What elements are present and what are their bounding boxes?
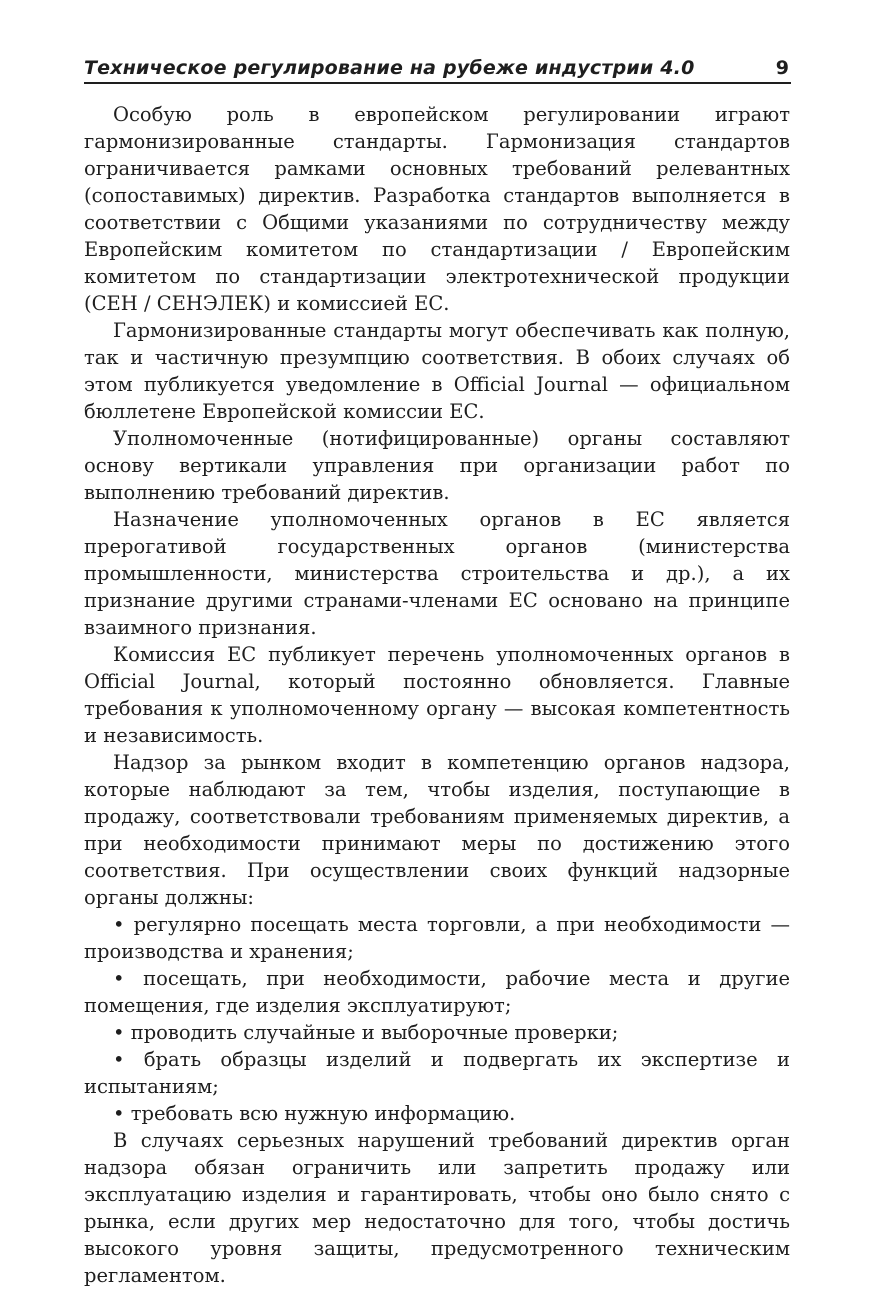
paragraph: Уполномоченные (нотифицированные) органы составляют основу вертикали управления при организации работ по выполнению требований директив. — [84, 427, 790, 504]
list-item: • брать образцы изделий и подвергать их экспертизе и испытаниям; — [84, 1046, 790, 1100]
page-number: 9 — [775, 57, 789, 79]
list-item: • посещать, при необходимости, рабочие места и другие помещения, где изделия эксплуатируют; — [84, 965, 790, 1019]
list-item: • регулярно посещать места торговли, а при необходимости — производства и хранения; — [84, 911, 790, 965]
list-item: • требовать всю нужную информацию. — [84, 1100, 790, 1127]
paragraph: Надзор за рынком входит в компетенцию органов надзора, которые наблюдают за тем, чтобы изделия, поступающие в продажу, соответствовали требованиям применяемых директив, а при необходимости принимают меры по достижению этого соответствия. При осуществлении своих функций надзорные органы должны: — [84, 751, 790, 909]
closing-paragraph: В случаях серьезных нарушений требований директив орган надзора обязан ограничить или запретить продажу или эксплуатацию изделия и гарантировать, чтобы оно было снято с рынка, если других мер недостаточно для того, чтобы достичь высокого уровня защиты, предусмотренного техническим регламентом. — [84, 1129, 790, 1287]
paragraph: Особую роль в европейском регулировании играют гармонизированные стандарты. Гармонизация стандартов ограничивается рамками основных требований релевантных (сопоставимых) директив. Разработка стандартов выполняется в соответствии с Общими указаниями по сотрудничеству между Европейским комитетом по стандартизации / Европейским комитетом по стандартизации электротехнической продукции (СЕН / СЕНЭЛЕК) и комиссией ЕС. — [84, 103, 790, 315]
running-header — [84, 54, 791, 84]
paragraph: Назначение уполномоченных органов в ЕС является прерогативой государственных органов (министерства промышленности, министерства строительства и др.), а их признание другими странами-членами ЕС основано на принципе взаимного признания. — [84, 508, 790, 639]
bullet-list — [84, 911, 790, 1127]
page-body — [84, 101, 790, 1289]
paragraph: Гармонизированные стандарты могут обеспечивать как полную, так и частичную презумпцию соответствия. В обоих случаях об этом публикуется уведомление в Official Journal — официальном бюллетене Европейской комиссии ЕС. — [84, 319, 790, 423]
list-item: • проводить случайные и выборочные проверки; — [84, 1019, 790, 1046]
paragraph: Комиссия ЕС публикует перечень уполномоченных органов в Official Journal, который постоянно обновляется. Главные требования к уполномоченному органу — высокая компетентность и независимость. — [84, 643, 790, 747]
running-header-title: Техническое регулирование на рубеже индустрии 4.0 — [84, 57, 695, 79]
